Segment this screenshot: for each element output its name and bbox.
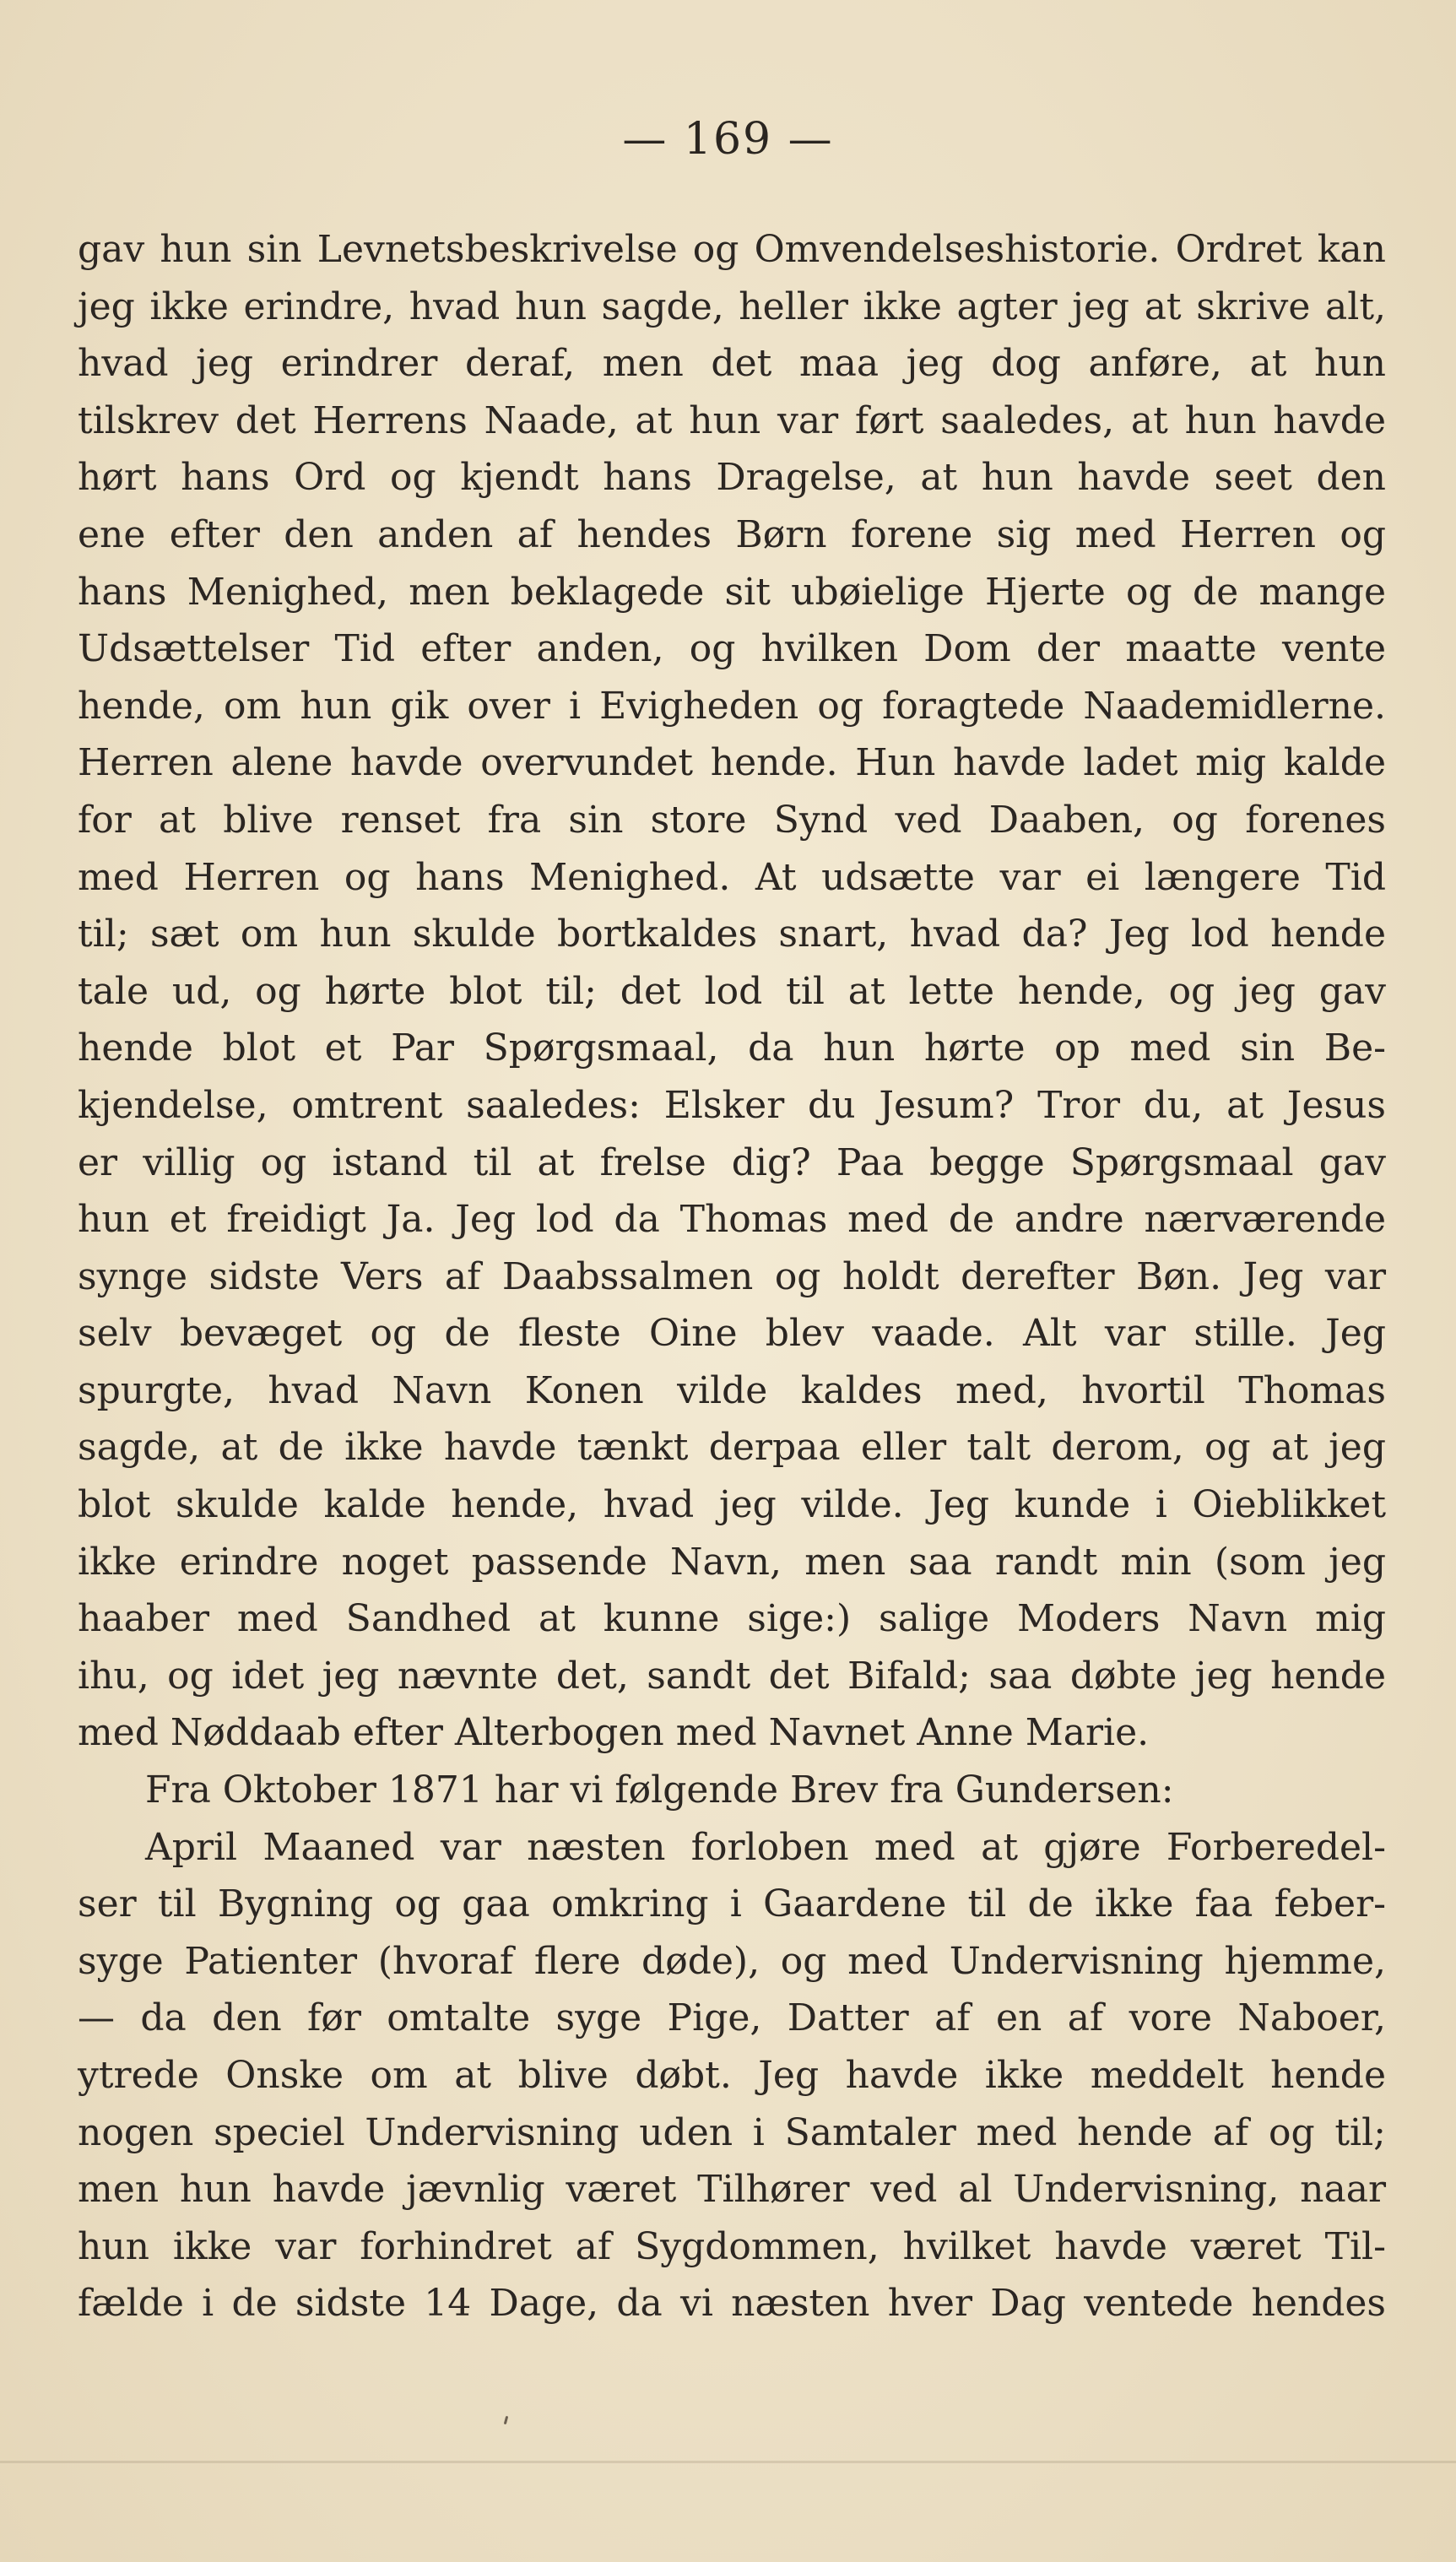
body-text (78, 221, 1386, 2332)
text-line: med Nøddaab efter Alterbogen med Navnet Anne Marie. (78, 1711, 1150, 1755)
text-line: nogen speciel Undervisning uden i Samtaler med hende af og til; (78, 2110, 1386, 2154)
text-line: jeg ikke erindre, hvad hun sagde, heller ikke agter jeg at skrive alt, (78, 284, 1386, 328)
text-line: sagde, at de ikke havde tænkt derpaa eller talt derom, og at jeg (78, 1426, 1386, 1470)
text-line: til; sæt om hun skulde bortkaldes snart, hvad da? Jeg lod hende (78, 913, 1386, 956)
text-line: tale ud, og hørte blot til; det lod til at lette hende, og jeg gav (78, 969, 1386, 1013)
text-line: selv bevæget og de fleste Oine blev vaade. Alt var stille. Jeg (78, 1312, 1386, 1356)
text-line: er villig og istand til at frelse dig? Paa begge Spørgsmaal gav (78, 1140, 1386, 1184)
text-line: ser til Bygning og gaa omkring i Gaardene til de ikke faa feber- (78, 1882, 1386, 1926)
ink-speck (504, 2416, 508, 2424)
text-line: tilskrev det Herrens Naade, at hun var ført saaledes, at hun havde (78, 398, 1386, 442)
text-line: — da den før omtalte syge Pige, Datter af en af vore Naboer, (78, 1996, 1386, 2040)
text-line: ytrede Onske om at blive døbt. Jeg havde ikke meddelt hende (78, 2054, 1386, 2097)
text-line: ihu, og idet jeg nævnte det, sandt det Bifald; saa døbte jeg hende (78, 1654, 1386, 1698)
text-line: hun ikke var forhindret af Sygdommen, hvilket havde været Til- (78, 2224, 1386, 2268)
text-line: hans Menighed, men beklagede sit ubøielige Hjerte og de mange (78, 570, 1386, 614)
text-line: hende blot et Par Spørgsmaal, da hun hørte op med sin Be- (78, 1026, 1386, 1070)
text-line: spurgte, hvad Navn Konen vilde kaldes med, hvortil Thomas (78, 1368, 1386, 1412)
text-line: men hun havde jævnlig været Tilhører ved al Undervisning, naar (78, 2168, 1386, 2212)
text-line: Udsættelser Tid efter anden, og hvilken Dom der maatte vente (78, 627, 1386, 671)
text-line: hørt hans Ord og kjendt hans Dragelse, at hun havde seet den (78, 456, 1386, 500)
text-line: fælde i de sidste 14 Dage, da vi næsten hver Dag ventede hendes (78, 2282, 1386, 2326)
text-line: syge Patienter (hvoraf flere døde), og med Undervisning hjemme, (78, 1939, 1386, 1983)
text-line: Fra Oktober 1871 har vi følgende Brev fra Gundersen: (145, 1768, 1174, 1812)
text-line: synge sidste Vers af Daabssalmen og holdt derefter Bøn. Jeg var (78, 1254, 1386, 1298)
text-line: Herren alene havde overvundet hende. Hun havde ladet mig kalde (78, 741, 1386, 785)
text-line: hvad jeg erindrer deraf, men det maa jeg dog anføre, at hun (78, 342, 1386, 386)
text-line: ikke erindre noget passende Navn, men saa randt min (som jeg (78, 1540, 1386, 1584)
page-number: — 169 — (622, 114, 834, 165)
text-line: gav hun sin Levnetsbeskrivelse og Omvendelseshistorie. Ordret kan (78, 228, 1386, 271)
text-line: kjendelse, omtrent saaledes: Elsker du Jesum? Tror du, at Jesus (78, 1083, 1386, 1127)
text-line: ene efter den anden af hendes Børn forene sig med Herren og (78, 512, 1386, 556)
text-line: med Herren og hans Menighed. At udsætte var ei længere Tid (78, 855, 1386, 899)
text-line: hende, om hun gik over i Evigheden og foragtede Naademidlerne. (78, 684, 1386, 728)
text-line: hun et freidigt Ja. Jeg lod da Thomas med de andre nærværende (78, 1198, 1386, 1242)
page-edge-shadow (0, 2461, 1456, 2463)
text-line: for at blive renset fra sin store Synd ved Daaben, og forenes (78, 798, 1386, 842)
text-line: blot skulde kalde hende, hvad jeg vilde. Jeg kunde i Oieblikket (78, 1483, 1386, 1527)
text-line: haaber med Sandhed at kunne sige:) salige Moders Navn mig (78, 1597, 1386, 1641)
text-line: April Maaned var næsten forloben med at gjøre Forberedel- (145, 1825, 1386, 1869)
